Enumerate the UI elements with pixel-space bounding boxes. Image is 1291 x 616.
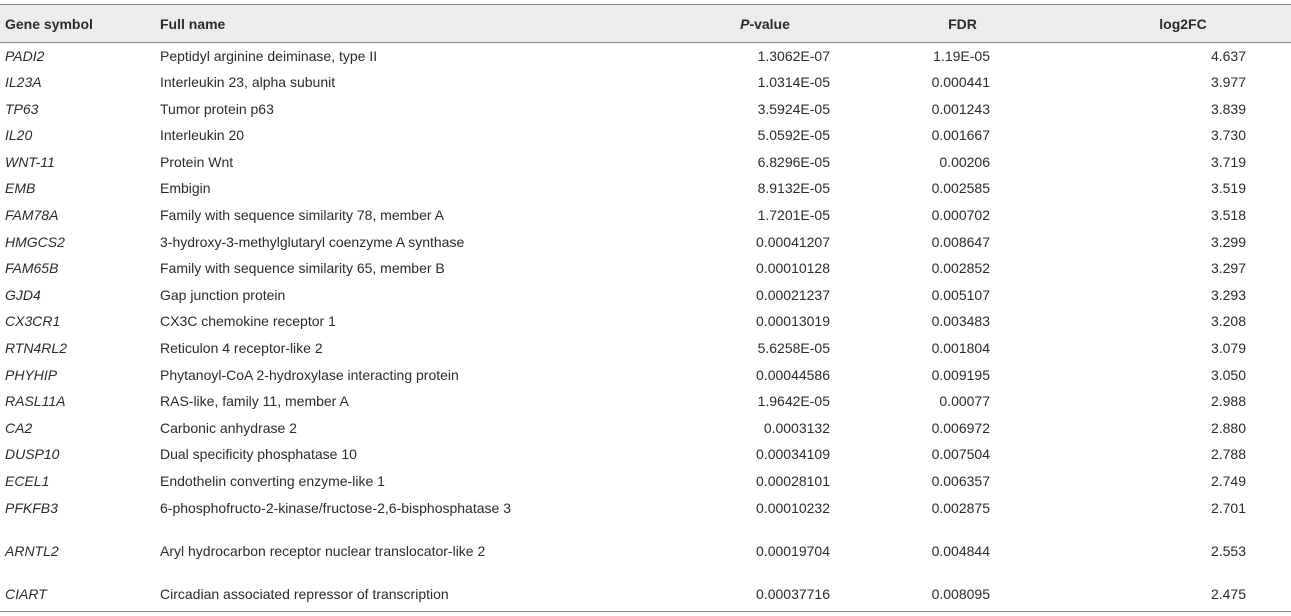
- p-value-cell: 6.8296E-05: [757, 153, 830, 170]
- table-row: [0, 581, 1291, 612]
- gene-symbol-cell: WNT-11: [5, 153, 55, 170]
- log2fc-cell: 2.749: [1210, 473, 1246, 489]
- fdr-cell: 0.005107: [931, 286, 990, 303]
- gene-symbol-cell: ARNTL2: [5, 542, 59, 559]
- fdr-cell: 0.001667: [931, 127, 990, 144]
- header-full-name: Full name: [160, 5, 660, 43]
- p-value-cell: 1.9642E-05: [757, 393, 830, 410]
- p-value-cell: 0.00044586: [756, 366, 830, 383]
- p-value-cell: 0.00034109: [756, 446, 830, 463]
- header-p-suffix: -value: [749, 15, 790, 32]
- p-value-cell: 0.00019704: [756, 542, 830, 559]
- gene-symbol-cell: DUSP10: [5, 446, 60, 463]
- fdr-cell: 0.000441: [931, 74, 990, 91]
- table-row: [0, 415, 1291, 442]
- log2fc-cell: 4.637: [1210, 48, 1246, 64]
- p-value-cell: 0.0003132: [763, 419, 830, 436]
- gene-symbol-cell: IL20: [5, 127, 33, 144]
- gene-symbol-cell: EMB: [5, 180, 36, 197]
- table-header: [0, 5, 1291, 43]
- full-name-cell: Protein Wnt: [160, 153, 234, 170]
- gene-symbol-cell: FAM65B: [5, 260, 59, 277]
- full-name-cell: Aryl hydrocarbon receptor nuclear translocator-like 2: [160, 542, 486, 559]
- full-name-cell: Circadian associated repressor of transcription: [160, 581, 660, 612]
- full-name-cell: Interleukin 23, alpha subunit: [160, 74, 336, 91]
- gene-symbol-cell: CA2: [5, 419, 33, 436]
- gene-table: [0, 4, 1291, 612]
- full-name-cell: 6-phosphofructo-2-kinase/fructose-2,6-bisphosphatase 3: [160, 499, 511, 516]
- full-name-cell: Tumor protein p63: [160, 100, 274, 117]
- table-row: [0, 175, 1291, 202]
- log2fc-cell: 2.701: [1210, 499, 1246, 516]
- log2fc-cell: 3.519: [1210, 180, 1246, 197]
- gene-symbol-cell: CX3CR1: [5, 313, 61, 330]
- log2fc-cell: 2.788: [1210, 446, 1246, 463]
- p-value-cell: 5.6258E-05: [757, 340, 830, 357]
- table-row: [0, 43, 1291, 70]
- table-row: [0, 335, 1291, 362]
- p-value-cell: 0.00037716: [660, 581, 830, 612]
- fdr-cell: 0.006972: [931, 419, 990, 436]
- log2fc-cell: 3.050: [1210, 366, 1246, 383]
- table-row: [0, 149, 1291, 176]
- full-name-cell: 3-hydroxy-3-methylglutaryl coenzyme A synthase: [160, 233, 465, 250]
- p-value-cell: 1.3062E-07: [757, 48, 830, 64]
- log2fc-cell: 3.297: [1210, 260, 1246, 277]
- gene-symbol-cell: PADI2: [5, 48, 45, 64]
- log2fc-cell: 2.475: [1035, 581, 1291, 612]
- header-p-letter: P: [740, 15, 750, 32]
- full-name-cell: Peptidyl arginine deiminase, type II: [160, 48, 378, 64]
- p-value-cell: 3.5924E-05: [757, 100, 830, 117]
- fdr-cell: 0.002852: [931, 260, 990, 277]
- table-row: [0, 441, 1291, 468]
- full-name-cell: Family with sequence similarity 78, member A: [160, 207, 444, 224]
- header-p-value: [660, 5, 830, 43]
- full-name-cell: Dual specificity phosphatase 10: [160, 446, 357, 463]
- p-value-cell: 0.00021237: [756, 286, 830, 303]
- fdr-cell: 0.00206: [939, 153, 990, 170]
- fdr-cell: 0.001804: [931, 340, 990, 357]
- table-row: [0, 495, 1291, 538]
- fdr-cell: 0.000702: [931, 207, 990, 224]
- full-name-cell: RAS-like, family 11, member A: [160, 393, 349, 410]
- log2fc-cell: 3.293: [1210, 286, 1246, 303]
- table-row: [0, 122, 1291, 149]
- fdr-cell: 0.007504: [931, 446, 990, 463]
- gene-symbol-cell: FAM78A: [5, 207, 59, 224]
- gene-symbol-cell: PHYHIP: [5, 366, 58, 383]
- full-name-cell: Embigin: [160, 180, 211, 197]
- header-gene-symbol: Gene symbol: [0, 5, 160, 43]
- gene-symbol-cell: HMGCS2: [5, 233, 65, 250]
- table-row: [0, 362, 1291, 389]
- fdr-cell: 0.006357: [931, 473, 990, 489]
- header-fdr: FDR: [830, 5, 1035, 43]
- log2fc-cell: 3.299: [1210, 233, 1246, 250]
- table-row: [0, 229, 1291, 256]
- table-row: [0, 96, 1291, 123]
- full-name-cell: Gap junction protein: [160, 286, 286, 303]
- gene-symbol-cell: RTN4RL2: [5, 340, 67, 357]
- gene-symbol-cell: RASL11A: [5, 393, 66, 410]
- gene-symbol-cell: PFKFB3: [5, 499, 58, 516]
- p-value-cell: 1.7201E-05: [757, 207, 830, 224]
- table-row: [0, 255, 1291, 282]
- full-name-cell: CX3C chemokine receptor 1: [160, 313, 336, 330]
- log2fc-cell: 3.977: [1210, 74, 1246, 91]
- table-row: [0, 282, 1291, 309]
- p-value-cell: 8.9132E-05: [757, 180, 830, 197]
- table-row: [0, 69, 1291, 96]
- log2fc-cell: 2.880: [1210, 419, 1246, 436]
- p-value-cell: 0.00028101: [756, 473, 830, 489]
- fdr-cell: 0.003483: [931, 313, 990, 330]
- p-value-cell: 0.00010232: [756, 499, 830, 516]
- fdr-cell: 0.008095: [830, 581, 1035, 612]
- table-row: [0, 468, 1291, 495]
- p-value-cell: 5.0592E-05: [757, 127, 830, 144]
- table-row: [0, 388, 1291, 415]
- fdr-cell: 0.008647: [931, 233, 990, 250]
- full-name-cell: Reticulon 4 receptor-like 2: [160, 340, 323, 357]
- p-value-cell: 0.00010128: [756, 260, 830, 277]
- header-log2fc: log2FC: [1035, 5, 1291, 43]
- p-value-cell: 1.0314E-05: [757, 74, 830, 91]
- table-row: [0, 308, 1291, 335]
- fdr-cell: 0.009195: [931, 366, 990, 383]
- full-name-cell: Carbonic anhydrase 2: [160, 419, 297, 436]
- table-row: [0, 538, 1291, 581]
- fdr-cell: 1.19E-05: [933, 48, 990, 64]
- full-name-cell: Interleukin 20: [160, 127, 245, 144]
- gene-symbol-cell: IL23A: [5, 74, 42, 91]
- log2fc-cell: 3.730: [1210, 127, 1246, 144]
- log2fc-cell: 3.518: [1210, 207, 1246, 224]
- log2fc-cell: 3.839: [1210, 100, 1246, 117]
- full-name-cell: Family with sequence similarity 65, member B: [160, 260, 445, 277]
- full-name-cell: Phytanoyl-CoA 2-hydroxylase interacting protein: [160, 366, 459, 383]
- log2fc-cell: 2.988: [1210, 393, 1246, 410]
- fdr-cell: 0.002585: [931, 180, 990, 197]
- p-value-cell: 0.00041207: [756, 233, 830, 250]
- fdr-cell: 0.002875: [931, 499, 990, 516]
- gene-symbol-cell: ECEL1: [5, 473, 50, 489]
- log2fc-cell: 3.719: [1210, 153, 1246, 170]
- log2fc-cell: 3.079: [1210, 340, 1246, 357]
- log2fc-cell: 3.208: [1210, 313, 1246, 330]
- log2fc-cell: 2.553: [1210, 542, 1246, 559]
- fdr-cell: 0.00077: [939, 393, 990, 410]
- fdr-cell: 0.004844: [931, 542, 990, 559]
- p-value-cell: 0.00013019: [756, 313, 830, 330]
- gene-symbol-cell: CIART: [0, 581, 160, 612]
- fdr-cell: 0.001243: [931, 100, 990, 117]
- full-name-cell: Endothelin converting enzyme-like 1: [160, 473, 385, 489]
- gene-symbol-cell: TP63: [5, 100, 39, 117]
- table-row: [0, 202, 1291, 229]
- header-row: [0, 5, 1291, 43]
- table-body: [0, 43, 1291, 612]
- gene-symbol-cell: GJD4: [5, 286, 41, 303]
